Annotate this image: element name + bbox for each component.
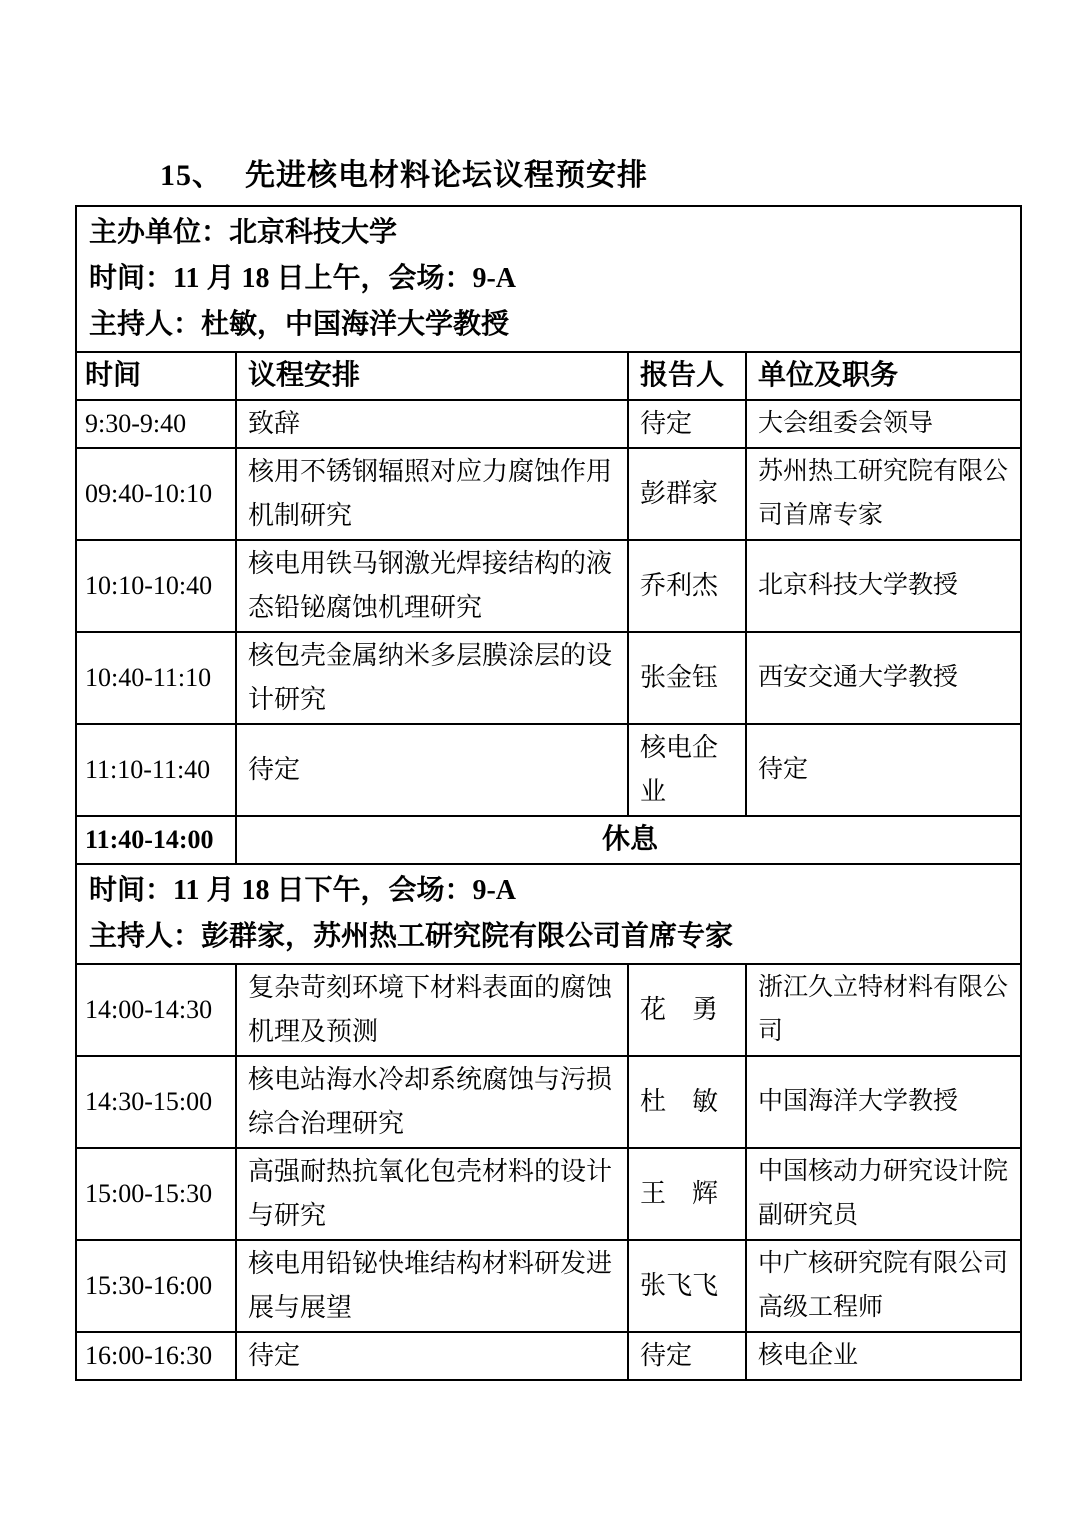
agenda-row <box>76 1240 1021 1332</box>
org-cell: 核电企业 <box>746 1332 1021 1380</box>
time-cell: 16:00-16:30 <box>76 1332 236 1380</box>
speaker-cell: 待定 <box>628 1332 746 1380</box>
agenda-cell: 待定 <box>236 724 628 816</box>
agenda-row <box>76 964 1021 1056</box>
agenda-cell: 核电用铁马钢激光焊接结构的液态铅铋腐蚀机理研究 <box>236 540 628 632</box>
page-title <box>160 158 648 194</box>
agenda-row <box>76 1332 1021 1380</box>
agenda-row <box>76 724 1021 816</box>
speaker-cell: 彭群家 <box>628 448 746 540</box>
agenda-cell: 核用不锈钢辐照对应力腐蚀作用机制研究 <box>236 448 628 540</box>
org-cell: 北京科技大学教授 <box>746 540 1021 632</box>
title-number: 15、 <box>160 159 223 192</box>
agenda-row <box>76 448 1021 540</box>
time-cell: 15:30-16:00 <box>76 1240 236 1332</box>
organizer-line: 主办单位：北京科技大学 <box>89 217 398 248</box>
org-cell: 大会组委会领导 <box>746 400 1021 448</box>
org-cell: 浙江久立特材料有限公司 <box>746 964 1021 1056</box>
time-cell: 9:30-9:40 <box>76 400 236 448</box>
speaker-cell: 杜 敏 <box>628 1056 746 1148</box>
org-cell: 中广核研究院有限公司高级工程师 <box>746 1240 1021 1332</box>
speaker-cell: 花 勇 <box>628 964 746 1056</box>
title-text: 先进核电材料论坛议程预安排 <box>245 159 648 192</box>
afternoon-info-cell <box>76 864 1021 964</box>
agenda-row <box>76 540 1021 632</box>
morning-info-cell <box>76 206 1021 352</box>
afternoon-time-venue-line: 时间：11 月 18 日下午，会场：9-A <box>89 875 517 906</box>
agenda-cell: 复杂苛刻环境下材料表面的腐蚀机理及预测 <box>236 964 628 1056</box>
column-header-time: 时间 <box>76 352 236 400</box>
column-header-agenda: 议程安排 <box>236 352 628 400</box>
break-label-cell: 休息 <box>236 816 1021 864</box>
column-header-speaker: 报告人 <box>628 352 746 400</box>
agenda-table <box>75 205 1022 1381</box>
break-time-cell: 11:40-14:00 <box>76 816 236 864</box>
morning-host-line: 主持人：杜敏，中国海洋大学教授 <box>89 309 510 340</box>
agenda-row <box>76 632 1021 724</box>
speaker-cell: 待定 <box>628 400 746 448</box>
org-cell: 苏州热工研究院有限公司首席专家 <box>746 448 1021 540</box>
time-cell: 10:10-10:40 <box>76 540 236 632</box>
agenda-cell: 核电站海水冷却系统腐蚀与污损综合治理研究 <box>236 1056 628 1148</box>
time-cell: 14:00-14:30 <box>76 964 236 1056</box>
agenda-cell: 高强耐热抗氧化包壳材料的设计与研究 <box>236 1148 628 1240</box>
speaker-cell: 张金钰 <box>628 632 746 724</box>
org-cell: 待定 <box>746 724 1021 816</box>
org-cell: 中国核动力研究设计院副研究员 <box>746 1148 1021 1240</box>
morning-time-venue-line: 时间：11 月 18 日上午，会场：9-A <box>89 263 517 294</box>
time-cell: 14:30-15:00 <box>76 1056 236 1148</box>
time-cell: 10:40-11:10 <box>76 632 236 724</box>
agenda-row <box>76 1148 1021 1240</box>
time-cell: 15:00-15:30 <box>76 1148 236 1240</box>
agenda-row <box>76 400 1021 448</box>
break-row <box>76 816 1021 864</box>
speaker-cell: 核电企业 <box>628 724 746 816</box>
time-cell: 11:10-11:40 <box>76 724 236 816</box>
org-cell: 西安交通大学教授 <box>746 632 1021 724</box>
time-cell: 09:40-10:10 <box>76 448 236 540</box>
agenda-cell: 致辞 <box>236 400 628 448</box>
org-cell: 中国海洋大学教授 <box>746 1056 1021 1148</box>
agenda-row <box>76 1056 1021 1148</box>
morning-info-row <box>76 206 1021 352</box>
agenda-cell: 待定 <box>236 1332 628 1380</box>
agenda-cell: 核包壳金属纳米多层膜涂层的设计研究 <box>236 632 628 724</box>
speaker-cell: 张飞飞 <box>628 1240 746 1332</box>
column-header-org: 单位及职务 <box>746 352 1021 400</box>
afternoon-host-line: 主持人：彭群家，苏州热工研究院有限公司首席专家 <box>89 921 734 952</box>
afternoon-info-row <box>76 864 1021 964</box>
agenda-cell: 核电用铅铋快堆结构材料研发进展与展望 <box>236 1240 628 1332</box>
column-header-row <box>76 352 1021 400</box>
speaker-cell: 乔利杰 <box>628 540 746 632</box>
speaker-cell: 王 辉 <box>628 1148 746 1240</box>
